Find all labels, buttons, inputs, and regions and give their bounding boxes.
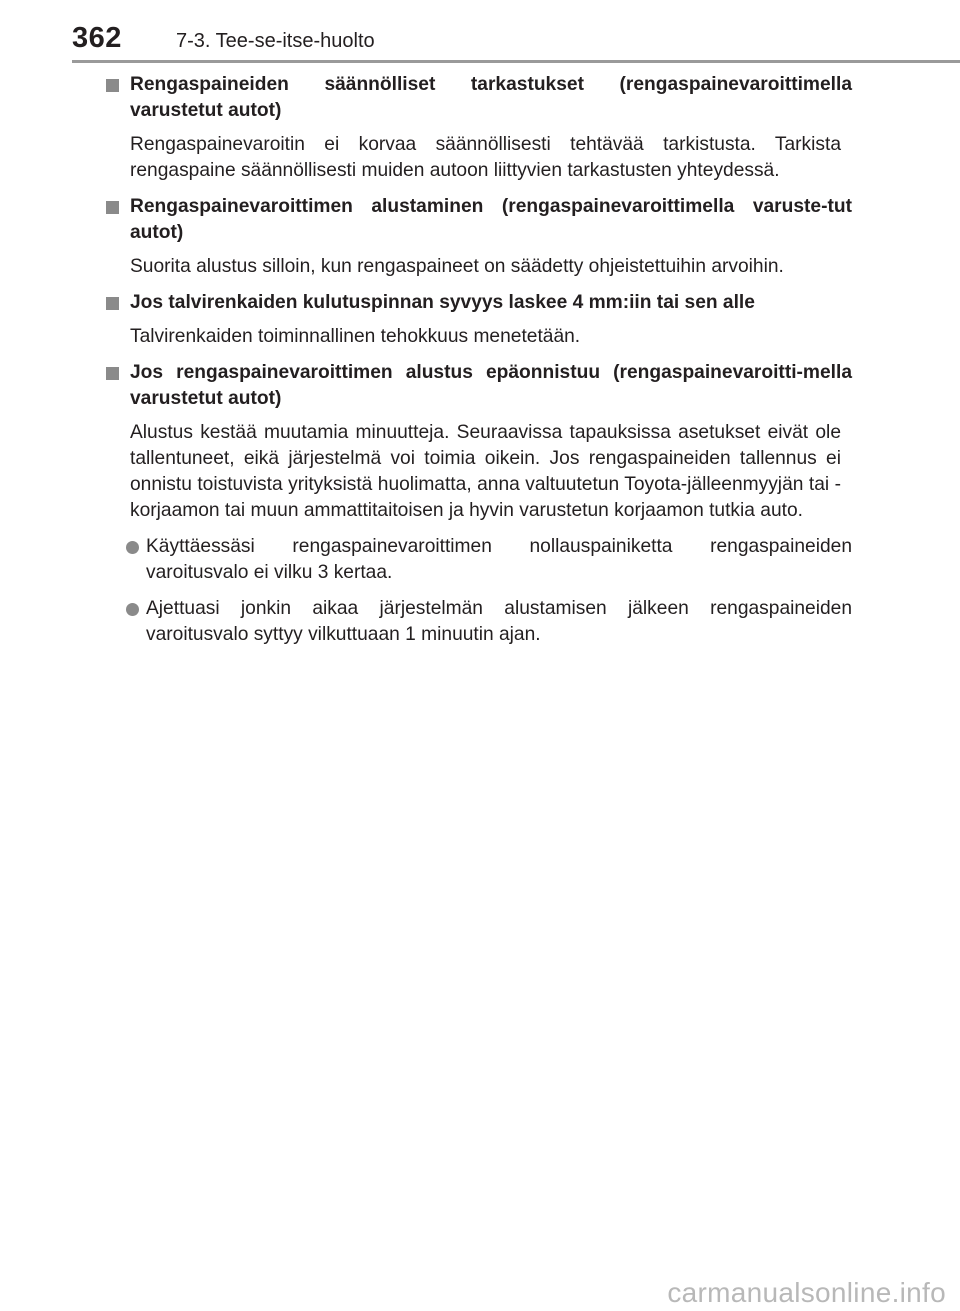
- section-heading: [106, 290, 852, 316]
- footer-watermark: carmanualsonline.info: [667, 1277, 946, 1308]
- section-heading: [106, 194, 852, 246]
- circle-bullet-icon: [126, 603, 139, 616]
- section-heading-text: Rengaspainevaroittimen alustaminen (rengaspainevaroittimella varuste-tut autot): [130, 196, 852, 243]
- circle-bullet-icon: [126, 541, 139, 554]
- section-heading-text: Jos talvirenkaiden kulutuspinnan syvyys laskee 4 mm:iin tai sen alle: [130, 292, 755, 313]
- section-heading: [106, 360, 852, 412]
- page-number: 362: [72, 22, 122, 54]
- section-paragraph: Talvirenkaiden toiminnallinen tehokkuus menetetään.: [130, 326, 581, 347]
- list-item-text: Käyttäessäsi rengaspainevaroittimen nollauspainiketta rengaspaineiden varoitusvalo ei vilku 3 kertaa.: [146, 536, 852, 583]
- section-paragraph: Alustus kestää muutamia minuutteja. Seuraavissa tapauksissa asetukset eivät ole tallentuneet, eikä järjestelmä voi toimia oikein. Jos rengaspaineiden tallennus ei onnistu toistuvista yrityksistä huolimatta, anna valtuutetun Toyota-jälleenmyyjän tai -korjaamon tai muun ammattitaitoisen ja hyvin varustetun korjaamon tutkia auto.: [130, 422, 841, 521]
- list-item-text: Ajettuasi jonkin aikaa järjestelmän alustamisen jälkeen rengaspaineiden varoitusvalo syttyy vilkuttuaan 1 minuutin ajan.: [146, 598, 852, 645]
- header-divider: [72, 60, 960, 63]
- square-bullet-icon: [106, 297, 119, 310]
- section-paragraph: Rengaspainevaroitin ei korvaa säännöllisesti tehtävää tarkistusta. Tarkista rengaspaine säännöllisesti muiden autoon liittyvien tarkastusten yhteydessä.: [130, 134, 841, 181]
- page-header: [72, 18, 960, 62]
- list-item: [106, 534, 852, 586]
- section-heading: [106, 72, 852, 124]
- page-content: [106, 72, 852, 658]
- square-bullet-icon: [106, 367, 119, 380]
- section-title: 7-3. Tee-se-itse-huolto: [176, 30, 375, 52]
- section-paragraph: Suorita alustus silloin, kun rengaspaineet on säädetty ohjeistettuihin arvoihin.: [130, 256, 784, 277]
- square-bullet-icon: [106, 79, 119, 92]
- section-heading-text: Jos rengaspainevaroittimen alustus epäonnistuu (rengaspainevaroitti-mella varustetut autot): [130, 362, 852, 409]
- section-heading-text: Rengaspaineiden säännölliset tarkastukset (rengaspainevaroittimella varustetut autot): [130, 74, 852, 121]
- list-item: [106, 596, 852, 648]
- square-bullet-icon: [106, 201, 119, 214]
